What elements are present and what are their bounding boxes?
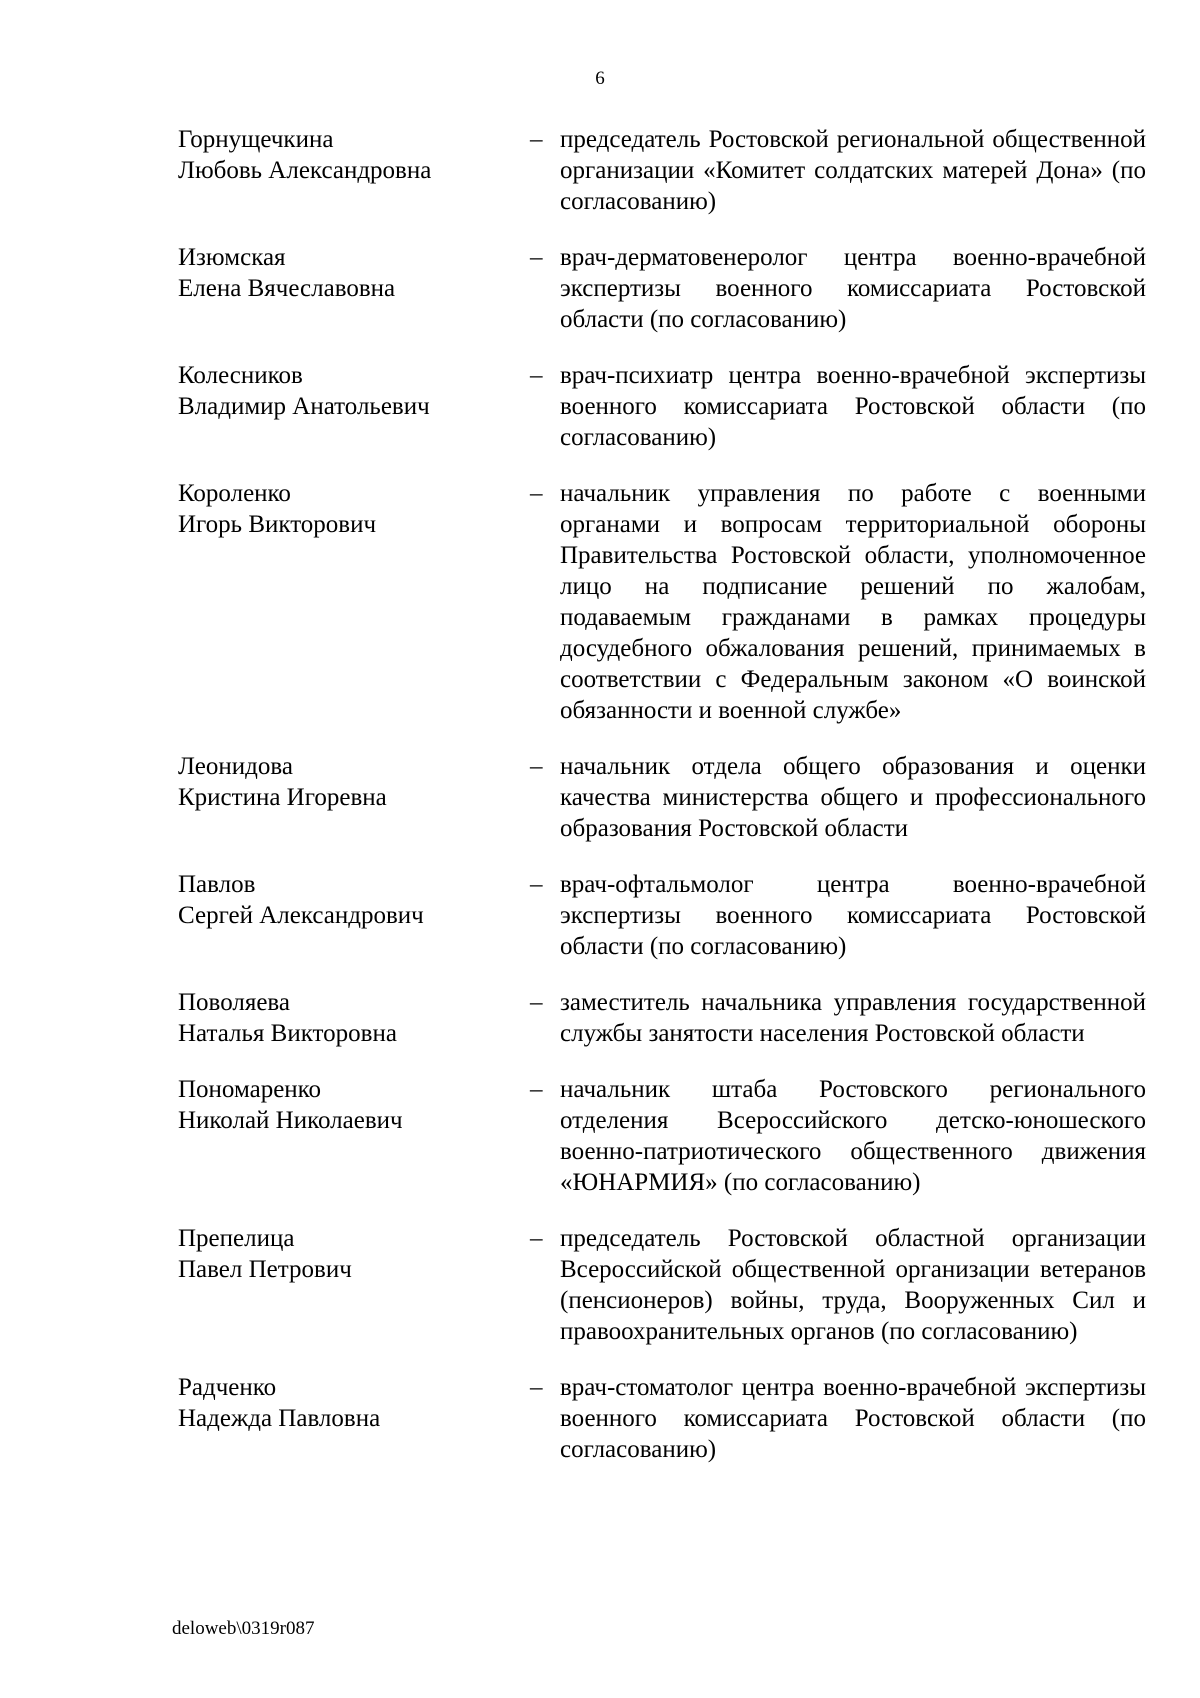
member-surname: Короленко	[178, 480, 291, 507]
member-dash: –	[530, 244, 543, 271]
member-dash: –	[530, 1076, 543, 1103]
member-surname: Леонидова	[178, 753, 293, 780]
member-given-names: Наталья Викторовна	[178, 1020, 397, 1047]
member-position: врач-стоматолог центра военно-врачебной экспертизы военного комиссариата Ростовской области (по согласованию)	[560, 1374, 1146, 1463]
member-name	[178, 987, 530, 1049]
member-entry	[178, 987, 1146, 1049]
member-given-names: Кристина Игоревна	[178, 784, 387, 811]
member-name	[178, 1074, 530, 1136]
member-given-names: Игорь Викторович	[178, 511, 377, 538]
member-given-names: Любовь Александровна	[178, 157, 432, 184]
member-surname: Колесников	[178, 362, 303, 389]
member-entry	[178, 360, 1146, 453]
member-entry	[178, 869, 1146, 962]
member-surname: Горнущечкина	[178, 126, 334, 153]
member-position: председатель Ростовской региональной общественной организации «Комитет солдатских матерей Дона» (по согласованию)	[560, 126, 1146, 215]
member-dash: –	[530, 126, 543, 153]
member-list	[178, 124, 1146, 1490]
member-surname: Препелица	[178, 1225, 295, 1252]
member-name	[178, 478, 530, 540]
member-name	[178, 1372, 530, 1434]
member-dash: –	[530, 871, 543, 898]
member-dash: –	[530, 1225, 543, 1252]
member-position: заместитель начальника управления государственной службы занятости населения Ростовской области	[560, 989, 1146, 1047]
member-name	[178, 869, 530, 931]
member-position: врач-офтальмолог центра военно-врачебной экспертизы военного комиссариата Ростовской области (по согласованию)	[560, 871, 1146, 960]
member-entry	[178, 478, 1146, 726]
member-entry	[178, 1223, 1146, 1347]
member-position: врач-психиатр центра военно-врачебной экспертизы военного комиссариата Ростовской области (по согласованию)	[560, 362, 1146, 451]
member-dash: –	[530, 989, 543, 1016]
member-surname: Поволяева	[178, 989, 290, 1016]
member-surname: Радченко	[178, 1374, 277, 1401]
member-entry	[178, 124, 1146, 217]
member-entry	[178, 751, 1146, 844]
member-name	[178, 124, 530, 186]
member-name	[178, 751, 530, 813]
member-name	[178, 1223, 530, 1285]
member-entry	[178, 1074, 1146, 1198]
member-dash: –	[530, 480, 543, 507]
member-surname: Изюмская	[178, 244, 286, 271]
member-given-names: Сергей Александрович	[178, 902, 424, 929]
member-given-names: Надежда Павловна	[178, 1405, 381, 1432]
document-code: deloweb\0319r087	[172, 1618, 315, 1639]
member-given-names: Елена Вячеславовна	[178, 275, 396, 302]
member-surname: Пономаренко	[178, 1076, 322, 1103]
member-given-names: Павел Петрович	[178, 1256, 352, 1283]
member-entry	[178, 1372, 1146, 1465]
member-given-names: Николай Николаевич	[178, 1107, 403, 1134]
member-position: начальник отдела общего образования и оценки качества министерства общего и профессионального образования Ростовской области	[560, 753, 1146, 842]
member-entry	[178, 242, 1146, 335]
member-position: врач-дерматовенеролог центра военно-врачебной экспертизы военного комиссариата Ростовской области (по согласованию)	[560, 244, 1146, 333]
member-dash: –	[530, 362, 543, 389]
member-position: начальник штаба Ростовского регионального отделения Всероссийского детско-юношеского военно-патриотического общественного движения «ЮНАРМИЯ» (по согласованию)	[560, 1076, 1146, 1196]
member-dash: –	[530, 753, 543, 780]
member-dash: –	[530, 1374, 543, 1401]
member-position: начальник управления по работе с военными органами и вопросам территориальной обороны Правительства Ростовской области, уполномоченное лицо на подписание решений по жалобам, подаваемым гражданами в рамках процедуры досудебного обжалования решений, принимаемых в соответствии с Федеральным законом «О воинской обязанности и военной службе»	[560, 480, 1146, 724]
member-position: председатель Ростовской областной организации Всероссийской общественной организации ветеранов (пенсионеров) войны, труда, Вооруженных Сил и правоохранительных органов (по согласованию)	[560, 1225, 1146, 1345]
page-number: 6	[595, 68, 605, 89]
member-name	[178, 242, 530, 304]
member-given-names: Владимир Анатольевич	[178, 393, 430, 420]
member-surname: Павлов	[178, 871, 256, 898]
member-name	[178, 360, 530, 422]
